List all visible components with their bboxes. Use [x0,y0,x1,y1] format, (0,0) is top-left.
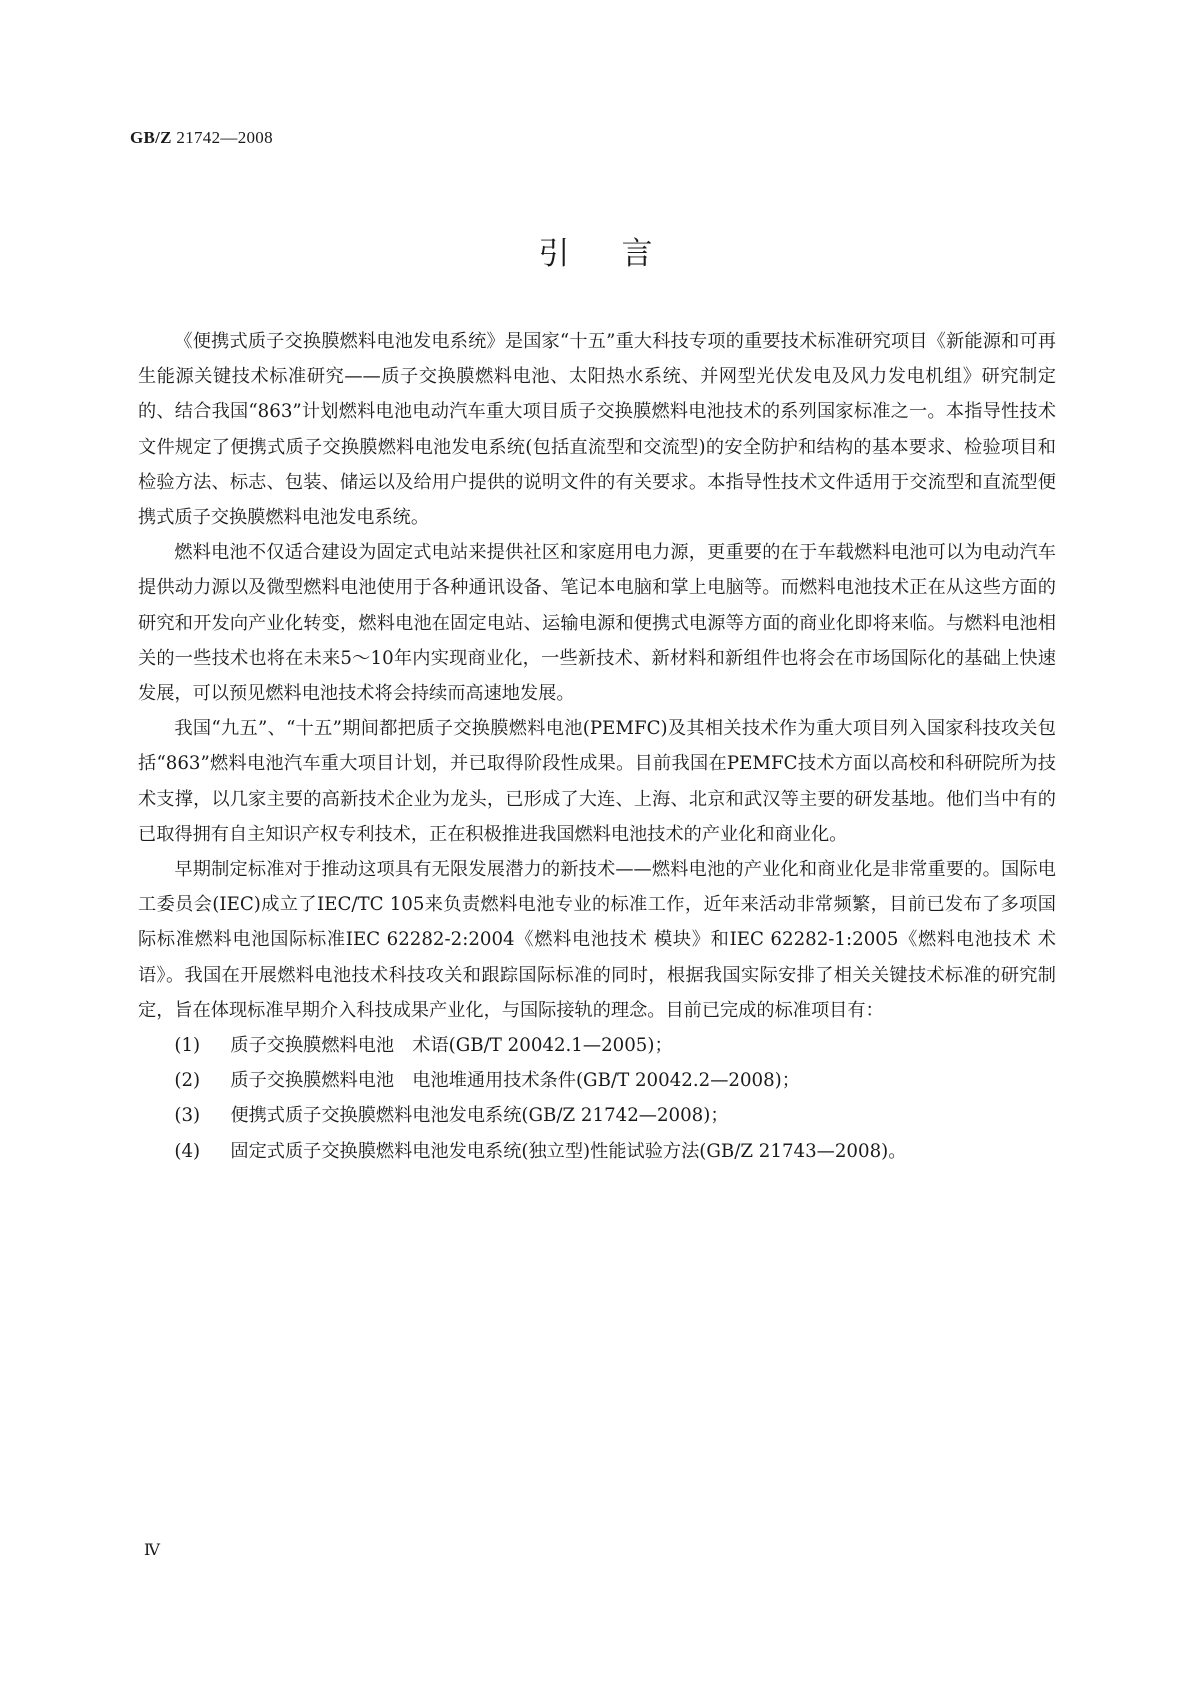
list-item [138,1028,1056,1063]
document-code-number: 21742—2008 [176,128,273,147]
list-item-text: 固定式质子交换膜燃料电池发电系统(独立型)性能试验方法(GB/Z 21743—2008)。 [230,1140,907,1162]
page-number: Ⅳ [144,1542,160,1559]
list-item-text: 质子交换膜燃料电池 电池堆通用技术条件(GB/T 20042.2—2008)； [230,1070,800,1092]
list-item-number: (3) [174,1105,201,1127]
document-code-prefix: GB/Z [130,128,172,147]
page-title: 引言 [538,236,705,272]
list-item [138,1063,1056,1098]
paragraph-3: 我国“九五”、“十五”期间都把质子交换膜燃料电池(PEMFC)及其相关技术作为重大项目列入国家科技攻关包括“863”燃料电池汽车重大项目计划，并已取得阶段性成果。目前我国在PEMFC技术方面以高校和科研院所为技术支撑，以几家主要的高新技术企业为龙头，已形成了大连、上海、北京和武汉等主要的研发基地。他们当中有的已取得拥有自主知识产权专利技术，正在积极推进我国燃料电池技术的产业化和商业化。 [138,718,1056,845]
list-item-number: (2) [174,1070,201,1092]
list-item [138,1098,1056,1133]
list-item-number: (4) [174,1140,201,1162]
paragraph-4: 早期制定标准对于推动这项具有无限发展潜力的新技术——燃料电池的产业化和商业化是非常重要的。国际电工委员会(IEC)成立了IEC/TC 105来负责燃料电池专业的标准工作，近年来活动非常频繁，目前已发布了多项国际标准燃料电池国际标准IEC 62282-2:2004《燃料电池技术 模块》和IEC 62282-1:2005《燃料电池技术 术语》。我国在开展燃料电池技术科技攻关和跟踪国际标准的同时，根据我国实际安排了相关关键技术标准的研究制定，旨在体现标准早期介入科技成果产业化，与国际接轨的理念。目前已完成的标准项目有： [138,859,1056,1021]
paragraph-2: 燃料电池不仅适合建设为固定式电站来提供社区和家庭用电力源，更重要的在于车载燃料电池可以为电动汽车提供动力源以及微型燃料电池使用于各种通讯设备、笔记本电脑和掌上电脑等。而燃料电池技术正在从这些方面的研究和开发向产业化转变，燃料电池在固定电站、运输电源和便携式电源等方面的商业化即将来临。与燃料电池相关的一些技术也将在未来5～10年内实现商业化，一些新技术、新材料和新组件也将会在市场国际化的基础上快速发展，可以预见燃料电池技术将会持续而高速地发展。 [138,542,1056,705]
list-item-text: 质子交换膜燃料电池 术语(GB/T 20042.1—2005)； [230,1035,673,1057]
list-item-number: (1) [174,1035,201,1057]
document-code [130,128,273,148]
list-item-text: 便携式质子交换膜燃料电池发电系统(GB/Z 21742—2008)； [230,1105,729,1127]
standards-list [138,1028,1056,1169]
list-item [138,1134,1056,1169]
paragraph-1: 《便携式质子交换膜燃料电池发电系统》是国家“十五”重大科技专项的重要技术标准研究项目《新能源和可再生能源关键技术标准研究——质子交换膜燃料电池、太阳热水系统、并网型光伏发电及风力发电机组》研究制定的、结合我国“863”计划燃料电池电动汽车重大项目质子交换膜燃料电池技术的系列国家标准之一。本指导性技术文件规定了便携式质子交换膜燃料电池发电系统(包括直流型和交流型)的安全防护和结构的基本要求、检验项目和检验方法、标志、包装、储运以及给用户提供的说明文件的有关要求。本指导性技术文件适用于交流型和直流型便携式质子交换膜燃料电池发电系统。 [138,331,1056,529]
main-content [138,324,1056,1169]
